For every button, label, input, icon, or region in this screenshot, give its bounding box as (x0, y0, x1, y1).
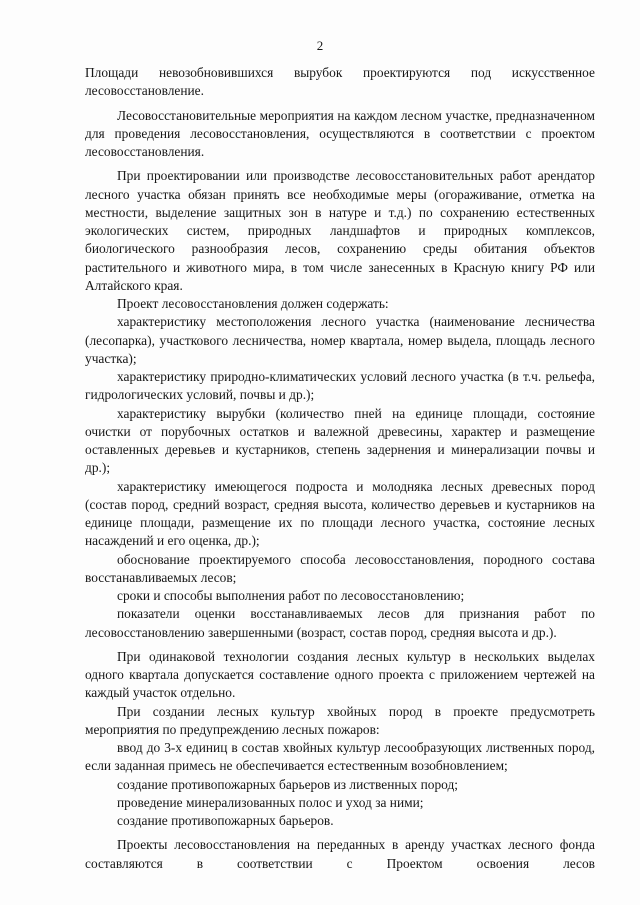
list-item-mineralized-strips: проведение минерализованных полос и уход за ними; (117, 794, 424, 810)
paragraph-fire-prevention-intro: При создании лесных культур хвойных пород в проекте предусмотреть мероприятия по предупреждению лесных пожаров: (85, 703, 595, 737)
paragraph-reforestation-areas: Площади невозобновившихся вырубок проектируются под искусственное лесовосстановление. (85, 65, 595, 99)
paragraph-leased-plots-projects: Проекты лесовосстановления на переданных в аренду участках лесного фонда составляются в соответствии с Проектом освоения лесов (85, 837, 595, 871)
paragraph-project-contents-intro: Проект лесовосстановления должен содержать: (117, 296, 389, 311)
body-text (85, 64, 595, 873)
page-number: 2 (316, 38, 324, 53)
list-item-site-location: характеристику местоположения лесного участка (наименование лесничества (лесопарка), участкового лесничества, номер квартала, номер выдела, площадь лесного участка); (85, 314, 595, 366)
list-item-deciduous-admixture: ввод до 3-х единиц в состав хвойных культур лесообразующих лиственных пород, если заданная примесь не обеспечивается естественным возобновлением; (85, 740, 595, 774)
paragraph-tenant-obligations: При проектировании или производстве лесовосстановительных работ арендатор лесного участка обязан принять все необходимые меры (огораживание, отметка на местности, выделение защитных зон в натуре и т.д.) по сохранению естественных экологических систем, природных ландшафтов и природных комплексов, биологического разнообразия лесов, сохранению среды обитания объектов растительного и животного мира, в том числе занесенных в Красную книгу РФ или Алтайского края. (85, 168, 595, 293)
paragraph-reforestation-measures: Лесовосстановительные мероприятия на каждом лесном участке, предназначенном для проведения лесовосстановления, осуществляются в соответствии с проектом лесовосстановления. (85, 107, 595, 159)
list-item-timing-methods: сроки и способы выполнения работ по лесовосстановлению; (117, 588, 465, 603)
list-item-assessment-indicators: показатели оценки восстанавливаемых лесов для признания работ по лесовосстановлению завершенными (возраст, состав пород, средняя высота и др.). (85, 606, 595, 640)
list-item-method-justification: обоснование проектируемого способа лесовосстановления, породного состава восстанавливаемых лесов; (85, 551, 595, 585)
list-item-fire-barriers: создание противопожарных барьеров. (117, 813, 334, 828)
list-item-undergrowth: характеристику имеющегося подроста и молодняка лесных древесных пород (состав пород, средний возраст, средняя высота, количество деревьев и кустарников на единице площади, размещение их по площади лесного участка, состояние лесных насаждений и его оценка, др.); (85, 478, 595, 549)
paragraph-single-project: При одинаковой технологии создания лесных культур в нескольких выделах одного квартала допускается составление одного проекта с приложением чертежей на каждый участок отдельно. (85, 648, 595, 701)
list-item-clearing-characteristics: характеристику вырубки (количество пней на единице площади, состояние очистки от порубочных остатков и валежной древесины, характер и размещение оставленных деревьев и кустарников, степень задернения и минерализации почвы и др.); (85, 405, 595, 476)
list-item-climate-conditions: характеристику природно-климатических условий лесного участка (в т.ч. рельефа, гидрологических условий, почвы и др.); (85, 369, 595, 403)
list-item-fire-barriers-deciduous: создание противопожарных барьеров из лиственных пород; (117, 776, 458, 792)
